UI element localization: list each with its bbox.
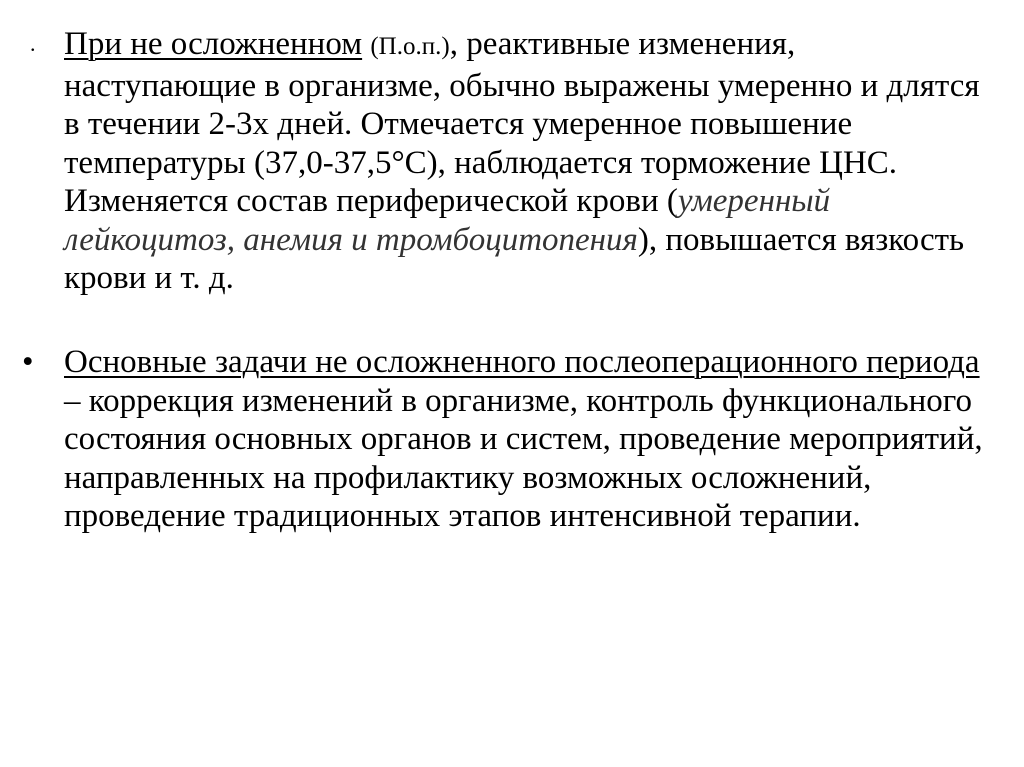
underlined-heading: Основные задачи не осложненного послеоперационного периода [64, 344, 980, 380]
paragraph-text: – коррекция изменений в организме, контроль функционального состояния основных органов и систем, проведение мероприятий, направленных на профилактику возможных осложнений, проведение традиционных этапов интенсивной терапии. [64, 382, 983, 534]
paragraph-marker: . [30, 31, 36, 56]
paragraph-uncomplicated-period [64, 25, 984, 298]
underlined-heading: При не осложненном [64, 26, 363, 62]
bullet-icon: • [22, 344, 34, 380]
paragraph-text: , реактивные изменения, наступающие в организме, обычно выражены умеренно и длятся в течении 2-3х дней. Отмечается умеренное повышение температуры (37,0-37,5°С), наблюдается торможение ЦНС. Изменяется состав периферической крови ( [64, 26, 980, 219]
paragraph-text-end: ), повышается вязкость крови и т. д. [64, 221, 965, 296]
italic-blood-changes: умеренный лейкоцитоз, анемия и тромбоцитопения [64, 183, 831, 258]
abbreviation: (П.о.п.) [370, 33, 450, 60]
paragraph-main-tasks [64, 343, 984, 536]
